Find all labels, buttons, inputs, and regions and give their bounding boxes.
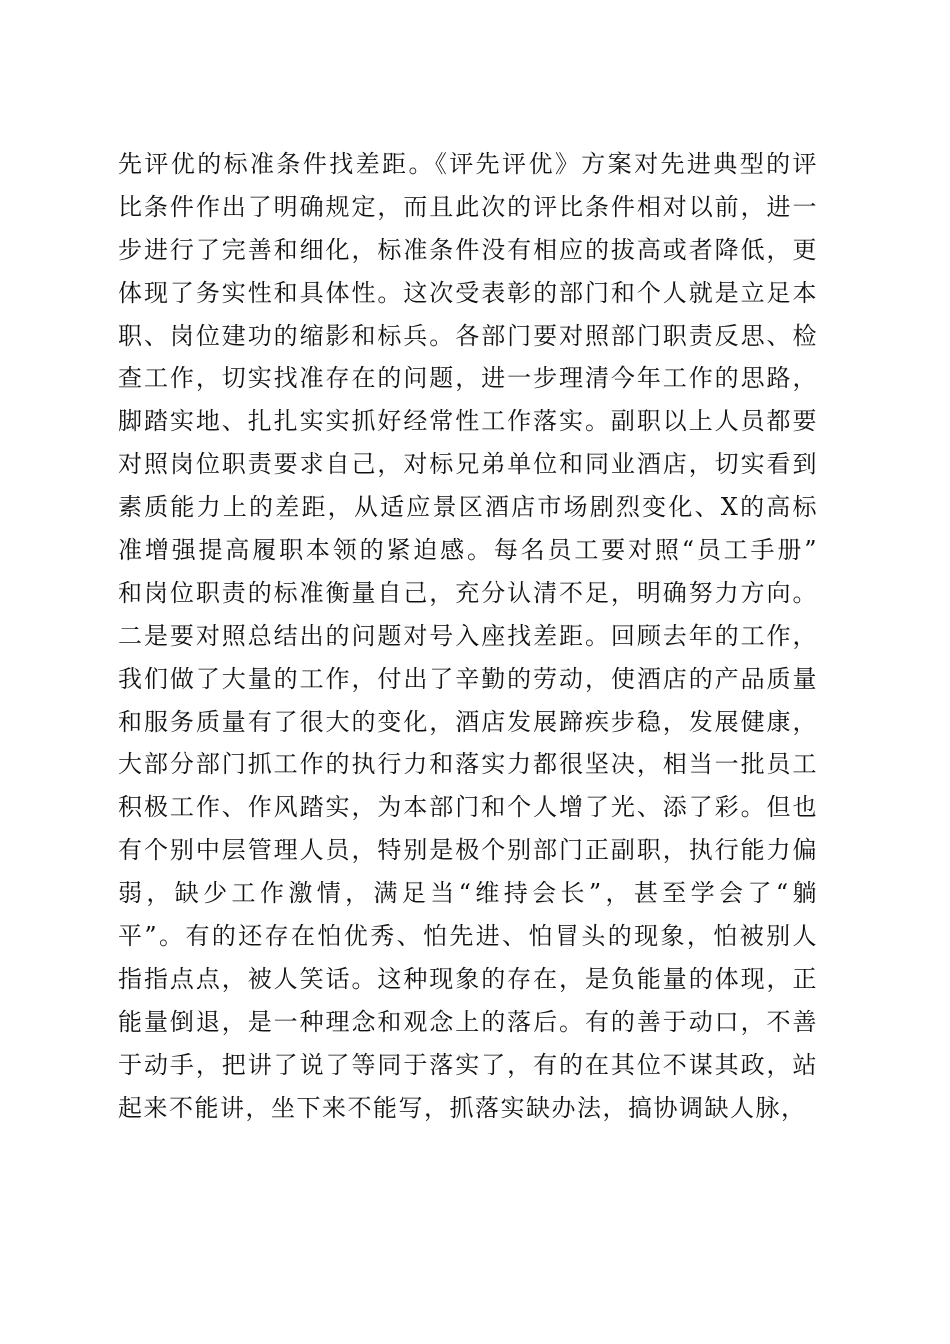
text-line: 和服务质量有了很大的变化，酒店发展蹄疾步稳，发展健康，: [118, 707, 818, 736]
text-line: 大部分部门抓工作的执行力和落实力都很坚决，相当一批员工: [118, 750, 818, 779]
text-line: 能量倒退，是一种理念和观念上的落后。有的善于动口，不善: [118, 1007, 818, 1036]
text-line: 先评优的标准条件找差距。《评先评优》方案对先进典型的评: [118, 150, 818, 178]
text-line: 我们做了大量的工作，付出了辛勤的劳动，使酒店的产品质量: [118, 664, 818, 693]
text-line: 对照岗位职责要求自己，对标兄弟单位和同业酒店，切实看到: [118, 450, 818, 479]
text-line: 和岗位职责的标准衡量自己，充分认清不足，明确努力方向。: [118, 578, 818, 607]
text-line: 起来不能讲，坐下来不能写，抓落实缺办法，搞协调缺人脉，: [118, 1093, 807, 1122]
text-line: 于动手，把讲了说了等同于落实了，有的在其位不谋其政，站: [118, 1050, 818, 1079]
text-line: 平”。有的还存在怕优秀、怕先进、怕冒头的现象，怕被别人: [118, 922, 818, 951]
text-line: 步进行了完善和细化，标准条件没有相应的拔高或者降低，更: [118, 235, 818, 264]
text-line: 职、岗位建功的缩影和标兵。各部门要对照部门职责反思、检: [118, 321, 818, 350]
text-line: 弱，缺少工作激情，满足当“维持会长”，甚至学会了“躺: [118, 879, 818, 908]
text-line: 准增强提高履职本领的紧迫感。每名员工要对照“员工手册”: [118, 536, 818, 565]
text-line: 比条件作出了明确规定，而且此次的评比条件相对以前，进一: [118, 192, 818, 221]
text-line: 积极工作、作风踏实，为本部门和个人增了光、添了彩。但也: [118, 793, 818, 822]
text-line: 查工作，切实找准存在的问题，进一步理清今年工作的思路，: [118, 364, 818, 393]
text-line: 体现了务实性和具体性。这次受表彰的部门和个人就是立足本: [118, 278, 818, 307]
text-line: 有个别中层管理人员，特别是极个别部门正副职，执行能力偏: [118, 836, 818, 865]
text-line: 指指点点，被人笑话。这种现象的存在，是负能量的体现，正: [118, 964, 818, 993]
text-line: 脚踏实地、扎扎实实抓好经常性工作落实。副职以上人员都要: [118, 407, 818, 436]
text-line: 素质能力上的差距，从适应景区酒店市场剧烈变化、X的高标: [118, 493, 818, 522]
text-line: 二是要对照总结出的问题对号入座找差距。回顾去年的工作，: [118, 621, 818, 650]
body-text: [118, 143, 818, 1129]
